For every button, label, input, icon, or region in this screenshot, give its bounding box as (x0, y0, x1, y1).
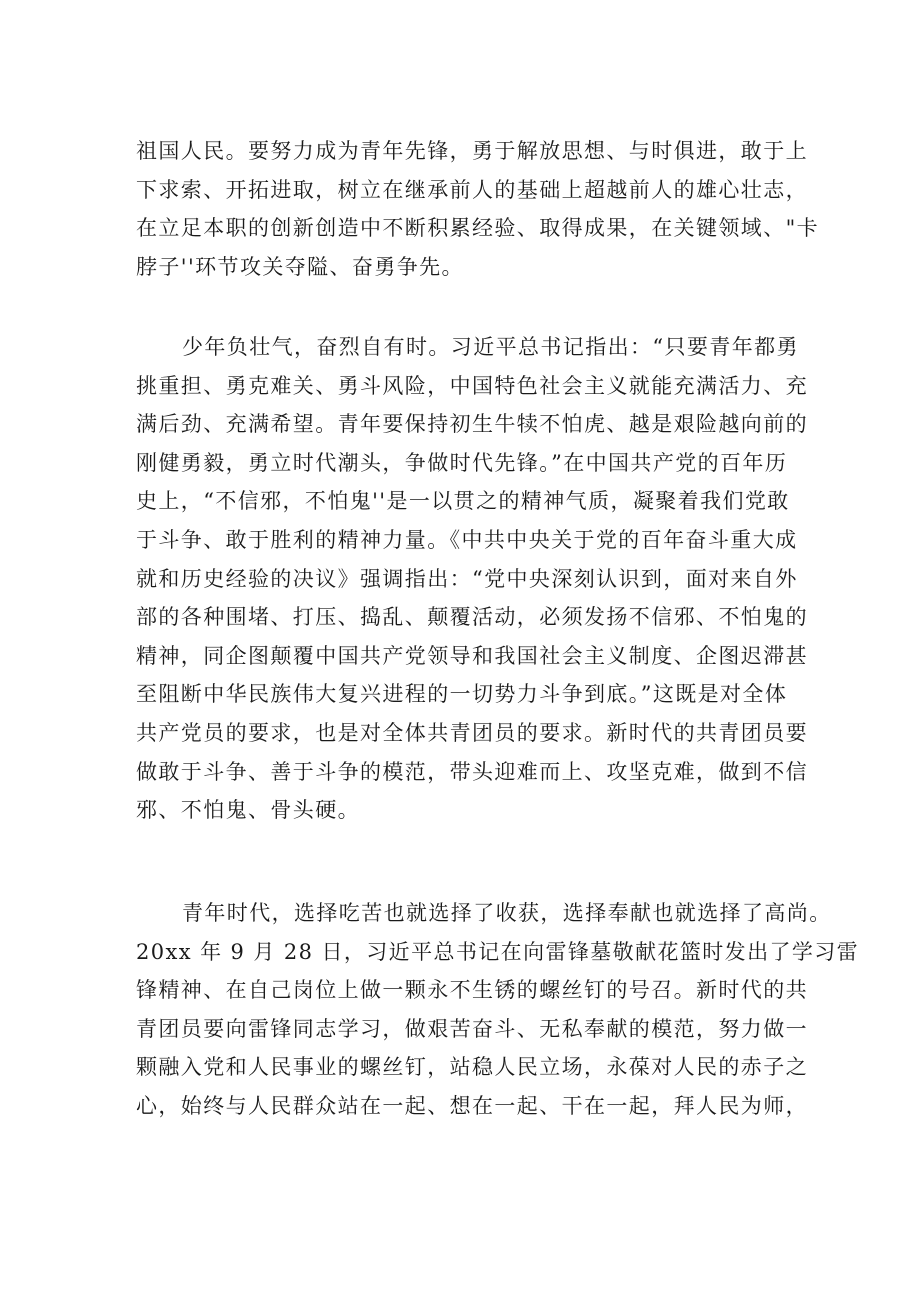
paragraph-line: 满后劲、充满希望。青年要保持初生牛犊不怕虎、越是艰险越向前的 (136, 412, 808, 437)
paragraph-line: 青团员要向雷锋同志学习，做艰苦奋斗、无私奉献的模范，努力做一 (136, 1016, 808, 1041)
paragraph-line: 共产党员的要求，也是对全体共青团员的要求。新时代的共青团员要 (136, 720, 808, 745)
paragraph-1 (136, 132, 820, 286)
paragraph-line: 就和历史经验的决议》强调指出：“党中央深刻认识到，面对来自外 (136, 566, 798, 591)
paragraph-line: 下求索、开拓进取，树立在继承前人的基础上超越前人的雄心壮志， (136, 177, 808, 202)
paragraph-line: 刚健勇毅，勇立时代潮头，争做时代先锋。”在中国共产党的百年历 (136, 450, 788, 475)
paragraph-line: 精神，同企图颠覆中国共产党领导和我国社会主义制度、企图迟滞甚 (136, 643, 808, 668)
paragraph-line: 脖子''环节攻关夺隘、奋勇争先。 (136, 254, 464, 279)
paragraph-line: 祖国人民。要努力成为青年先锋，勇于解放思想、与时俱进，敢于上 (136, 139, 808, 163)
paragraph-line: 青年时代，选择吃苦也就选择了收获，选择奉献也就选择了高尚。 (182, 901, 832, 925)
paragraph-line: 做敢于斗争、善于斗争的模范，带头迎难而上、攻坚克难，做到不信 (136, 759, 808, 784)
paragraph-3 (136, 894, 860, 1126)
paragraph-line: 挑重担、勇克难关、勇斗风险，中国特色社会主义就能充满活力、充 (136, 373, 808, 398)
paragraph-line: 史上，“不信邪，不怕鬼''是一以贯之的精神气质，凝聚着我们党敢 (136, 489, 790, 514)
paragraph-line: 至阻断中华民族伟大复兴进程的一切势力斗争到底。”这既是对全体 (136, 682, 788, 707)
paragraph-line: 少年负壮气，奋烈自有时。习近平总书记指出：“只要青年都勇 (182, 335, 799, 359)
paragraph-line: 邪、不怕鬼、骨头硬。 (136, 798, 360, 823)
paragraph-line: 20xx 年 9 月 28 日，习近平总书记在向雷锋墓敬献花篮时发出了学习雷 (136, 939, 860, 964)
paragraph-line: 颗融入党和人民事业的螺丝钉，站稳人民立场，永葆对人民的赤子之 (136, 1055, 808, 1080)
paragraph-line: 心，始终与人民群众站在一起、想在一起、干在一起，拜人民为师， (136, 1093, 808, 1118)
paragraph-line: 锋精神、在自己岗位上做一颗永不生锈的螺丝钉的号召。新时代的共 (136, 978, 808, 1003)
paragraph-line: 于斗争、敢于胜利的精神力量。《中共中央关于党的百年奋斗重大成 (136, 527, 798, 552)
paragraph-line: 在立足本职的创新创造中不断积累经验、取得成果，在关键领域、"卡 (136, 216, 820, 241)
paragraph-line: 部的各种围堵、打压、捣乱、颠覆活动，必须发扬不信邪、不怕鬼的 (136, 605, 808, 630)
paragraph-2 (136, 328, 808, 830)
